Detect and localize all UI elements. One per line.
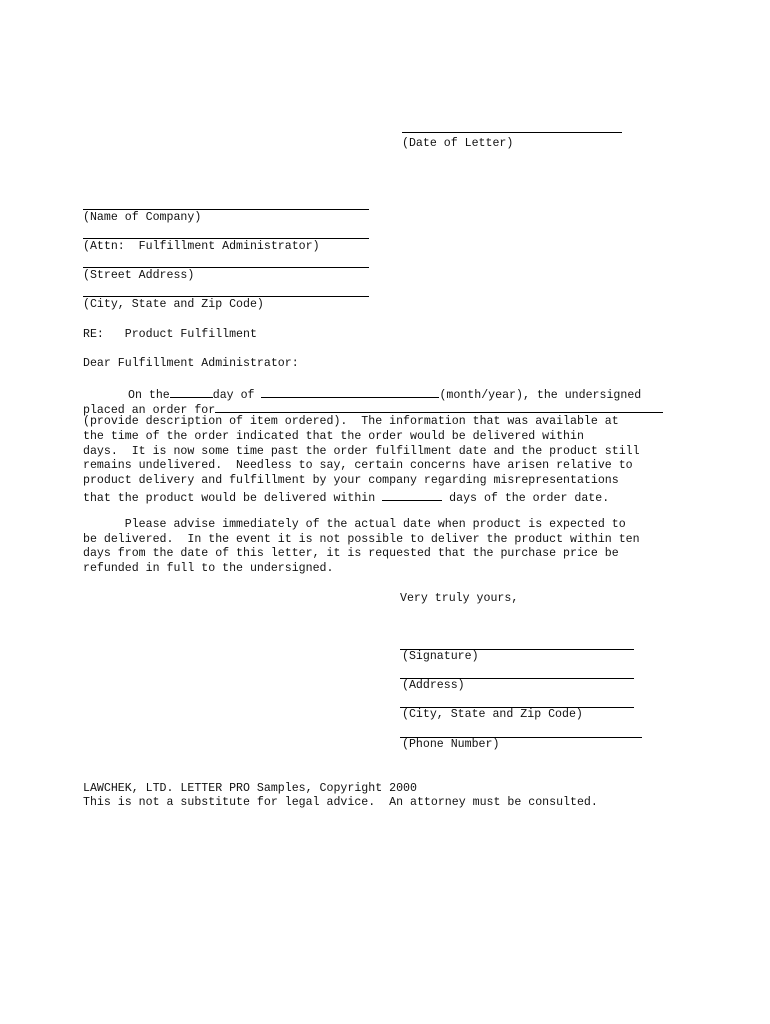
para2-line4: refunded in full to the undersigned. — [83, 562, 334, 575]
re-line: RE: Product Fulfillment — [83, 328, 257, 341]
day-blank — [170, 386, 213, 398]
para1-line4: the time of the order indicated that the order would be delivered within — [83, 430, 584, 443]
sender-city-label: (City, State and Zip Code) — [402, 708, 583, 721]
date-of-letter-label: (Date of Letter) — [402, 137, 514, 150]
para1-line5: days. It is now some time past the order fulfillment date and the product still — [83, 445, 640, 458]
city-blank-line — [83, 296, 369, 297]
para1-line8 — [83, 489, 609, 506]
salutation: Dear Fulfillment Administrator: — [83, 357, 299, 370]
footer-copyright: LAWCHEK, LTD. LETTER PRO Samples, Copyright 2000 — [83, 782, 417, 795]
attn-label: (Attn: Fulfillment Administrator) — [83, 240, 320, 253]
para1-line3: (provide description of item ordered). The information that was available at — [83, 415, 619, 428]
closing: Very truly yours, — [400, 592, 519, 605]
address-label: (Address) — [402, 679, 465, 692]
month-year-blank — [261, 386, 439, 398]
para2-line1: Please advise immediately of the actual date when product is expected to — [83, 518, 626, 531]
company-name-label: (Name of Company) — [83, 211, 202, 224]
delivered-within-text: that the product would be delivered within — [83, 492, 376, 505]
placed-order-text: placed an order for — [83, 404, 216, 417]
company-blank-line — [83, 209, 369, 210]
attn-blank-line — [83, 238, 369, 239]
on-the-text: On the — [128, 389, 170, 402]
street-address-label: (Street Address) — [83, 269, 195, 282]
footer-disclaimer: This is not a substitute for legal advice. An attorney must be consulted. — [83, 796, 598, 809]
street-blank-line — [83, 267, 369, 268]
days-blank — [382, 489, 442, 501]
month-year-text: (month/year), the undersigned — [439, 389, 642, 402]
days-of-order-text: days of the order date. — [449, 492, 610, 505]
day-of-text: day of — [212, 389, 255, 402]
date-blank-line — [402, 132, 622, 133]
phone-label: (Phone Number) — [402, 738, 500, 751]
para1-line6: remains undelivered. Needless to say, certain concerns have arisen relative to — [83, 459, 633, 472]
city-state-zip-label: (City, State and Zip Code) — [83, 298, 264, 311]
para2-line2: be delivered. In the event it is not possible to deliver the product within ten — [83, 533, 640, 546]
para2-line3: days from the date of this letter, it is requested that the purchase price be — [83, 547, 619, 560]
para1-line7: product delivery and fulfillment by your company regarding misrepresentations — [83, 474, 619, 487]
signature-label: (Signature) — [402, 650, 479, 663]
item-blank — [215, 401, 663, 413]
